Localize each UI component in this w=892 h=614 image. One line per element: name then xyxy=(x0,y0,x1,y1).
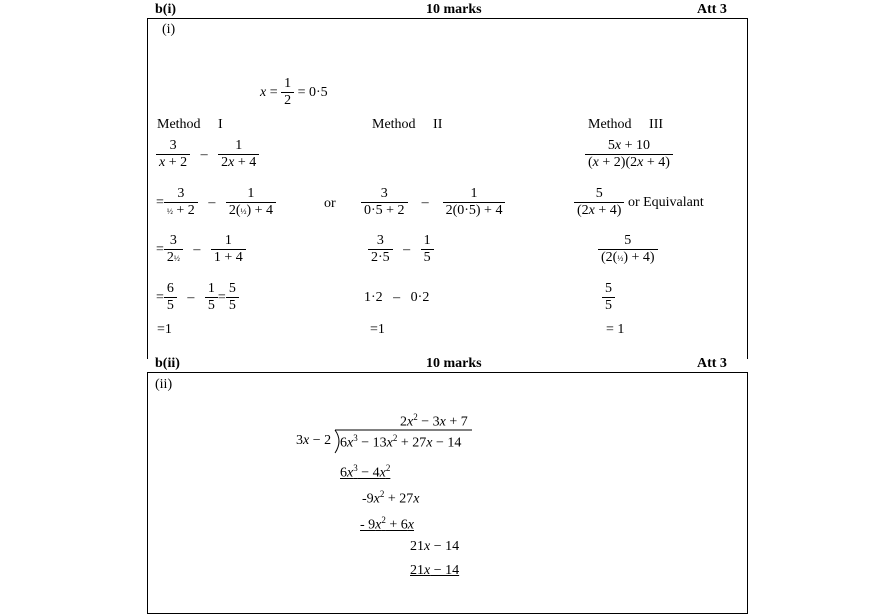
division-step-4: 21x − 14 xyxy=(410,539,460,554)
quotient: $2x^2 - 3x + 7$ xyxy=(400,412,468,430)
method-2-result: =1 xyxy=(370,322,385,337)
method-3-step-3: $\frac{5}{\text{(2(½) + 4)}}$ xyxy=(598,233,658,266)
method-1-step-1: $\frac{3}{x + 2}$ – $\frac{1}{2x + 4}$ xyxy=(156,138,259,171)
method-1-result: =1 xyxy=(157,322,172,337)
method-1-step-4: = $\frac{6}{5}$ – $\frac{1}{5}$ = $\frac{5}{5}$ xyxy=(156,281,239,314)
divisor: 3x − 2 xyxy=(296,433,332,448)
method-3-heading: Method III xyxy=(588,117,664,132)
part-b2-label: b(ii) xyxy=(155,356,180,371)
part-b1-label: b(i) xyxy=(155,2,176,17)
division-step-3: - $9x^2 + 6x$ xyxy=(360,515,415,533)
method-3-result: = 1 xyxy=(606,322,625,337)
part-b1-sub-label: (i) xyxy=(162,22,176,37)
method-3-step-4: $\frac{5}{5}$ xyxy=(602,281,615,314)
x-value: x = $\frac{1}{2}$ = 0·5 xyxy=(260,76,328,109)
division-step-5: 21x − 14 xyxy=(410,563,460,578)
part-b2-marks: 10 marks xyxy=(426,356,482,371)
division-step-2: $-9x^2 + 27x$ xyxy=(362,489,420,507)
method-2-step-3: 1·2 – 0·2 xyxy=(364,290,430,305)
method-3-step-1: $\frac{5x + 10}{(x + 2)(2x + 4)}$ xyxy=(585,138,673,171)
method-2-heading: Method II xyxy=(372,117,443,132)
or-connector: or xyxy=(324,196,336,211)
method-2-step-2: $\frac{3}{2\cdot 5}$ – $\frac{1}{5}$ xyxy=(368,233,434,266)
part-b1-marks: 10 marks xyxy=(426,2,482,17)
method-1-step-2: = $\frac{3}{\text{½ + 2}}$ – $\frac{1}{\text{2(½) + 4}}$ xyxy=(156,186,276,219)
or-equivalent-note: or Equivalant xyxy=(627,194,704,210)
division-step-1: $6x^3 - 4x^2$ xyxy=(340,463,391,481)
part-b1-attempt: Att 3 xyxy=(697,2,727,17)
method-2-step-1: $\frac{3}{0\cdot 5 + 2}$ – $\frac{1}{2(0\cdot 5) + 4}$ xyxy=(361,186,505,219)
method-3-step-2: $\frac{5}{(2x + 4)}$ or Equivalant xyxy=(574,186,704,219)
part-b2-attempt: Att 3 xyxy=(697,356,727,371)
method-1-heading: Method I xyxy=(157,117,223,132)
dividend: $6x^3 - 13x^2 + 27x - 14$ xyxy=(340,433,462,451)
part-b2-sub-label: (ii) xyxy=(155,377,173,392)
method-1-step-3: = $\frac{3}{\text{2½}}$ – $\frac{1}{1 + 4}$ xyxy=(156,233,246,266)
